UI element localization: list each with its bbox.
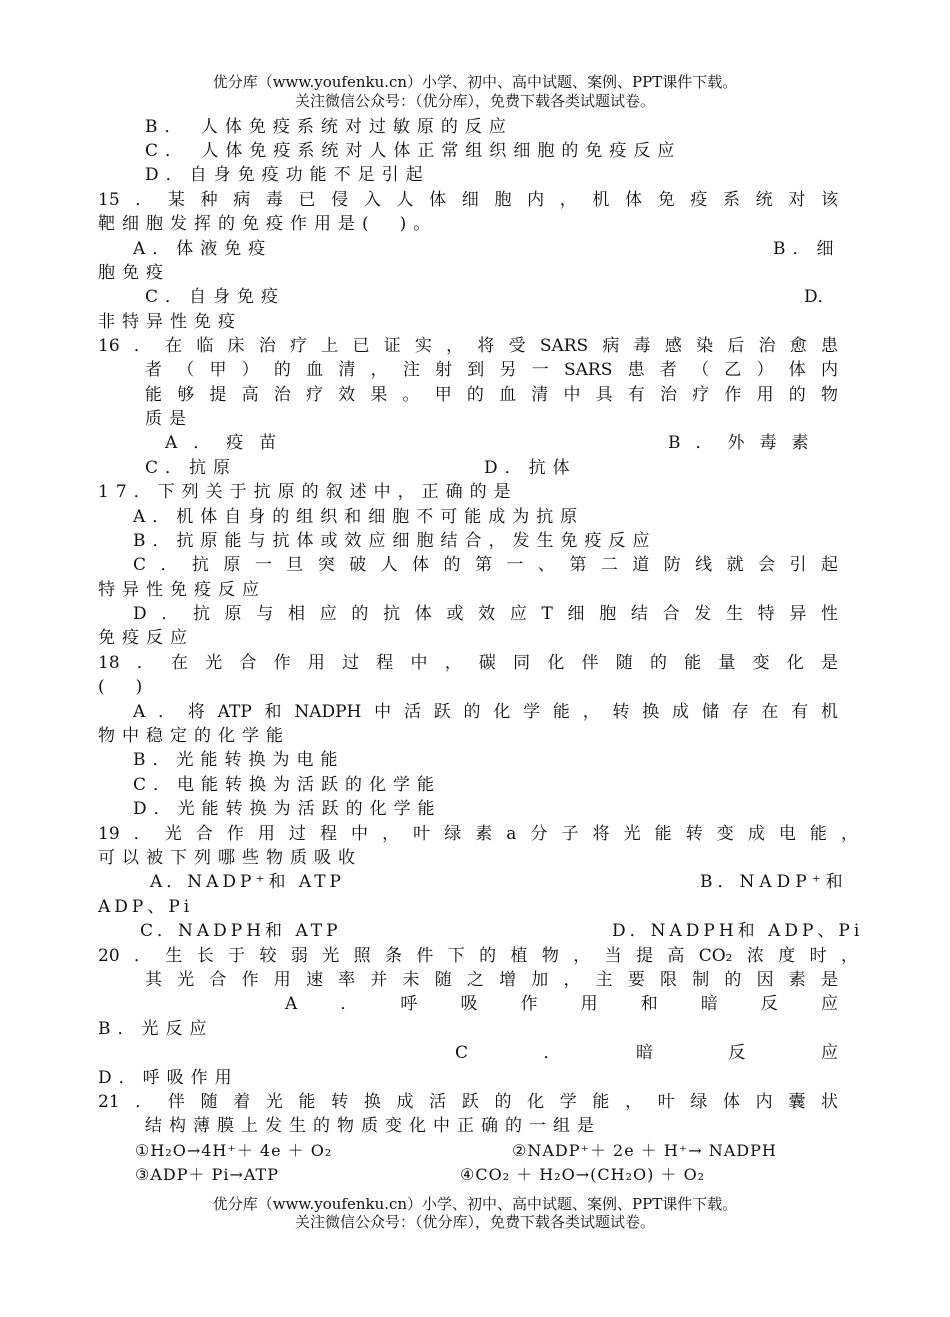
q18-option-d: D．光能转换为活跃的化学能 (133, 799, 442, 819)
q19-stem-line-1: 19．光合作用过程中，叶绿素a分子将光能转变成电能， (98, 824, 858, 844)
q20-stem-line-1: 20．生长于较弱光照条件下的植物，当提高CO₂浓度时， (98, 946, 858, 966)
footer-line-2: 关注微信公众号：（优分库），免费下载各类试题试卷。 (294, 1213, 655, 1231)
header-line-2: 关注微信公众号：（优分库），免费下载各类试题试卷。 (294, 92, 655, 110)
q15-option-c: C．自身免疫 (145, 287, 286, 307)
q16-option-c: C．抗原 (145, 458, 238, 478)
footer-line-1: 优分库（www.youfenku.cn）小学、初中、高中试题、案例、PPT课件下载。 (212, 1195, 738, 1213)
q16-option-b: B．外毒素 (668, 433, 824, 453)
q19-option-b-part-2: ADP、Pi (98, 897, 194, 917)
q17-option-d-line-2: 免疫反应 (98, 628, 194, 648)
q21-option-4: ④CO₂ ＋ H₂O→(CH₂O) ＋ O₂ (460, 1165, 706, 1184)
q16-option-d: D．抗体 (484, 458, 577, 478)
q15-stem-line-1: 15．某种病毒已侵入人体细胞内，机体免疫系统对该 (98, 190, 838, 210)
q17-stem: 17．下列关于抗原的叙述中，正确的是 (98, 482, 518, 502)
q21-option-1: ①H₂O→4H⁺＋ 4e ＋ O₂ (135, 1141, 333, 1160)
q20-option-a: A．呼吸作用和暗反应 (285, 994, 838, 1014)
q19-stem-line-2: 可以被下列哪些物质吸收 (98, 848, 362, 868)
q19-option-b-part-1: B．NADP⁺和 (700, 872, 848, 892)
q17-option-a: A．机体自身的组织和细胞不可能成为抗原 (133, 507, 585, 527)
q14-option-d: D．自身免疫功能不足引起 (145, 165, 430, 185)
q20-option-b: B．光反应 (98, 1019, 214, 1039)
q18-option-c: C．电能转换为活跃的化学能 (133, 775, 442, 795)
q15-option-b-part-2: 胞免疫 (98, 263, 170, 283)
q20-option-c: C．暗反应 (455, 1043, 838, 1063)
q16-stem-line-4: 质是 (145, 409, 193, 429)
q16-stem-line-2: 者（甲）的血清，注射到另一SARS患者（乙）体内 (145, 360, 838, 380)
q19-option-d: D．NADPH和 ADP、Pi (612, 921, 864, 941)
q19-option-a: A．NADP⁺和 ATP (150, 872, 345, 892)
q15-option-d-part-1: D． (804, 287, 835, 307)
q21-stem-line-1: 21．伴随着光能转换成活跃的化学能，叶绿体内囊状 (98, 1092, 838, 1112)
q21-option-2: ②NADP⁺＋ 2e ＋ H⁺→ NADPH (512, 1141, 777, 1160)
q16-stem-line-1: 16．在临床治疗上已证实，将受SARS病毒感染后治愈患 (98, 336, 838, 356)
q21-option-3: ③ADP＋ Pi→ATP (135, 1165, 279, 1184)
q21-stem-line-2: 结构薄膜上发生的物质变化中正确的一组是 (145, 1116, 601, 1136)
q19-option-c: C．NADPH和 ATP (140, 921, 342, 941)
q17-option-d-line-1: D．抗原与相应的抗体或效应T细胞结合发生特异性 (133, 604, 838, 624)
q18-option-a-line-1: A．将ATP和NADPH中活跃的化学能，转换成储存在有机 (133, 702, 838, 722)
header-line-1: 优分库（www.youfenku.cn）小学、初中、高中试题、案例、PPT课件下载。 (212, 73, 738, 91)
q16-option-a: A．疫苗 (165, 433, 293, 453)
q15-stem-line-2: 靶细胞发挥的免疫作用是( )。 (98, 214, 438, 234)
q16-stem-line-3: 能够提高治疗效果。甲的血清中具有治疗作用的物 (145, 385, 838, 405)
q14-option-b: B． 人体免疫系统对过敏原的反应 (145, 117, 513, 137)
q20-stem-line-2: 其光合作用速率并未随之增加，主要限制的因素是 (145, 970, 838, 990)
q18-stem-line-2: ( ) (98, 677, 150, 697)
q17-option-c-line-1: C．抗原一旦突破人体的第一、第二道防线就会引起 (133, 555, 838, 575)
q18-stem-line-1: 18．在光合作用过程中，碳同化伴随的能量变化是 (98, 653, 838, 673)
q15-option-b-part-1: B．细 (773, 239, 841, 259)
q15-option-d-part-2: 非特异性免疫 (98, 312, 242, 332)
q15-option-a: A．体液免疫 (133, 239, 273, 259)
q18-option-b: B．光能转换为电能 (133, 750, 345, 770)
q17-option-b: B．抗原能与抗体或效应细胞结合，发生免疫反应 (133, 531, 657, 551)
q17-option-c-line-2: 特异性免疫反应 (98, 580, 266, 600)
q14-option-c: C． 人体免疫系统对人体正常组织细胞的免疫反应 (145, 141, 682, 161)
q18-option-a-line-2: 物中稳定的化学能 (98, 726, 290, 746)
q20-option-d: D．呼吸作用 (98, 1068, 239, 1088)
